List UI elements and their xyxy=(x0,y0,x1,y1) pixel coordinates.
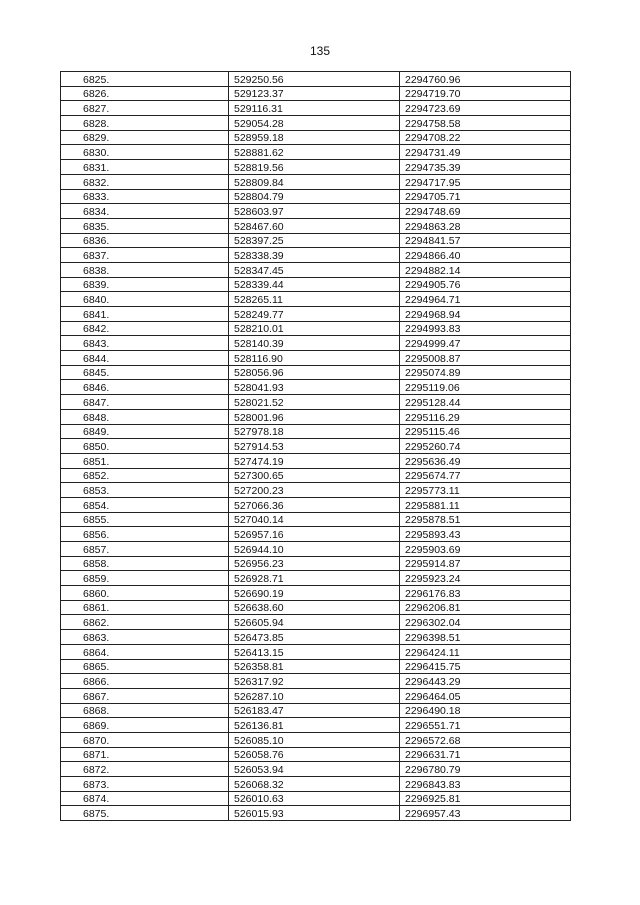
y-coordinate-cell: 2294705.71 xyxy=(400,189,571,204)
table-row xyxy=(61,718,571,733)
point-number-cell: 6839. xyxy=(61,277,229,292)
point-number-cell: 6853. xyxy=(61,483,229,498)
y-coordinate-cell: 2294719.70 xyxy=(400,86,571,101)
x-coordinate-cell: 526015.93 xyxy=(229,806,400,821)
x-coordinate-cell: 527300.65 xyxy=(229,468,400,483)
point-number-cell: 6827. xyxy=(61,101,229,116)
x-coordinate-cell: 528339.44 xyxy=(229,277,400,292)
table-row xyxy=(61,791,571,806)
point-number-cell: 6856. xyxy=(61,527,229,542)
y-coordinate-cell: 2296443.29 xyxy=(400,674,571,689)
point-number-cell: 6872. xyxy=(61,762,229,777)
y-coordinate-cell: 2296843.83 xyxy=(400,777,571,792)
y-coordinate-cell: 2295008.87 xyxy=(400,351,571,366)
x-coordinate-cell: 529116.31 xyxy=(229,101,400,116)
table-row xyxy=(61,160,571,175)
y-coordinate-cell: 2296415.75 xyxy=(400,659,571,674)
point-number-cell: 6825. xyxy=(61,72,229,87)
y-coordinate-cell: 2294905.76 xyxy=(400,277,571,292)
y-coordinate-cell: 2296464.05 xyxy=(400,688,571,703)
table-row xyxy=(61,424,571,439)
y-coordinate-cell: 2294968.94 xyxy=(400,307,571,322)
y-coordinate-cell: 2294735.39 xyxy=(400,160,571,175)
y-coordinate-cell: 2294866.40 xyxy=(400,248,571,263)
y-coordinate-cell: 2295128.44 xyxy=(400,395,571,410)
y-coordinate-cell: 2294999.47 xyxy=(400,336,571,351)
x-coordinate-cell: 526136.81 xyxy=(229,718,400,733)
y-coordinate-cell: 2294841.57 xyxy=(400,233,571,248)
x-coordinate-cell: 528959.18 xyxy=(229,130,400,145)
point-number-cell: 6874. xyxy=(61,791,229,806)
point-number-cell: 6830. xyxy=(61,145,229,160)
point-number-cell: 6846. xyxy=(61,380,229,395)
point-number-cell: 6861. xyxy=(61,600,229,615)
table-row xyxy=(61,688,571,703)
x-coordinate-cell: 528603.97 xyxy=(229,204,400,219)
table-row xyxy=(61,277,571,292)
x-coordinate-cell: 527200.23 xyxy=(229,483,400,498)
y-coordinate-cell: 2296176.83 xyxy=(400,586,571,601)
y-coordinate-cell: 2296780.79 xyxy=(400,762,571,777)
coordinates-table-body xyxy=(61,72,571,821)
table-row xyxy=(61,145,571,160)
point-number-cell: 6837. xyxy=(61,248,229,263)
y-coordinate-cell: 2294723.69 xyxy=(400,101,571,116)
point-number-cell: 6859. xyxy=(61,571,229,586)
x-coordinate-cell: 529054.28 xyxy=(229,116,400,131)
y-coordinate-cell: 2295914.87 xyxy=(400,556,571,571)
x-coordinate-cell: 526473.85 xyxy=(229,630,400,645)
point-number-cell: 6849. xyxy=(61,424,229,439)
table-row xyxy=(61,439,571,454)
table-row xyxy=(61,644,571,659)
point-number-cell: 6842. xyxy=(61,321,229,336)
x-coordinate-cell: 526957.16 xyxy=(229,527,400,542)
table-row xyxy=(61,556,571,571)
y-coordinate-cell: 2294964.71 xyxy=(400,292,571,307)
table-row xyxy=(61,542,571,557)
x-coordinate-cell: 528210.01 xyxy=(229,321,400,336)
point-number-cell: 6832. xyxy=(61,174,229,189)
y-coordinate-cell: 2294717.95 xyxy=(400,174,571,189)
x-coordinate-cell: 527914.53 xyxy=(229,439,400,454)
point-number-cell: 6858. xyxy=(61,556,229,571)
point-number-cell: 6850. xyxy=(61,439,229,454)
x-coordinate-cell: 526287.10 xyxy=(229,688,400,703)
table-row xyxy=(61,307,571,322)
point-number-cell: 6854. xyxy=(61,497,229,512)
y-coordinate-cell: 2296490.18 xyxy=(400,703,571,718)
point-number-cell: 6841. xyxy=(61,307,229,322)
y-coordinate-cell: 2294760.96 xyxy=(400,72,571,87)
point-number-cell: 6848. xyxy=(61,409,229,424)
y-coordinate-cell: 2296572.68 xyxy=(400,732,571,747)
table-row xyxy=(61,218,571,233)
point-number-cell: 6843. xyxy=(61,336,229,351)
table-row xyxy=(61,806,571,821)
x-coordinate-cell: 528338.39 xyxy=(229,248,400,263)
point-number-cell: 6833. xyxy=(61,189,229,204)
x-coordinate-cell: 526956.23 xyxy=(229,556,400,571)
point-number-cell: 6845. xyxy=(61,365,229,380)
table-row xyxy=(61,72,571,87)
y-coordinate-cell: 2294863.28 xyxy=(400,218,571,233)
y-coordinate-cell: 2295881.11 xyxy=(400,497,571,512)
x-coordinate-cell: 527040.14 xyxy=(229,512,400,527)
table-row xyxy=(61,468,571,483)
x-coordinate-cell: 526053.94 xyxy=(229,762,400,777)
x-coordinate-cell: 528140.39 xyxy=(229,336,400,351)
point-number-cell: 6860. xyxy=(61,586,229,601)
x-coordinate-cell: 529123.37 xyxy=(229,86,400,101)
y-coordinate-cell: 2295074.89 xyxy=(400,365,571,380)
y-coordinate-cell: 2295674.77 xyxy=(400,468,571,483)
y-coordinate-cell: 2295260.74 xyxy=(400,439,571,454)
table-row xyxy=(61,101,571,116)
x-coordinate-cell: 526183.47 xyxy=(229,703,400,718)
point-number-cell: 6864. xyxy=(61,644,229,659)
x-coordinate-cell: 528467.60 xyxy=(229,218,400,233)
point-number-cell: 6851. xyxy=(61,453,229,468)
x-coordinate-cell: 528265.11 xyxy=(229,292,400,307)
x-coordinate-cell: 526944.10 xyxy=(229,542,400,557)
table-row xyxy=(61,380,571,395)
point-number-cell: 6873. xyxy=(61,777,229,792)
table-row xyxy=(61,292,571,307)
table-row xyxy=(61,130,571,145)
point-number-cell: 6834. xyxy=(61,204,229,219)
x-coordinate-cell: 528819.56 xyxy=(229,160,400,175)
page-number: 135 xyxy=(309,44,331,58)
y-coordinate-cell: 2294758.58 xyxy=(400,116,571,131)
point-number-cell: 6868. xyxy=(61,703,229,718)
y-coordinate-cell: 2295878.51 xyxy=(400,512,571,527)
point-number-cell: 6836. xyxy=(61,233,229,248)
table-row xyxy=(61,189,571,204)
x-coordinate-cell: 526010.63 xyxy=(229,791,400,806)
table-row xyxy=(61,321,571,336)
point-number-cell: 6865. xyxy=(61,659,229,674)
point-number-cell: 6844. xyxy=(61,351,229,366)
y-coordinate-cell: 2295636.49 xyxy=(400,453,571,468)
table-row xyxy=(61,483,571,498)
y-coordinate-cell: 2296206.81 xyxy=(400,600,571,615)
table-row xyxy=(61,747,571,762)
point-number-cell: 6869. xyxy=(61,718,229,733)
table-row xyxy=(61,174,571,189)
y-coordinate-cell: 2296398.51 xyxy=(400,630,571,645)
x-coordinate-cell: 526638.60 xyxy=(229,600,400,615)
table-row xyxy=(61,116,571,131)
x-coordinate-cell: 527474.19 xyxy=(229,453,400,468)
point-number-cell: 6835. xyxy=(61,218,229,233)
table-row xyxy=(61,497,571,512)
y-coordinate-cell: 2295115.46 xyxy=(400,424,571,439)
point-number-cell: 6831. xyxy=(61,160,229,175)
x-coordinate-cell: 529250.56 xyxy=(229,72,400,87)
point-number-cell: 6852. xyxy=(61,468,229,483)
x-coordinate-cell: 528056.96 xyxy=(229,365,400,380)
table-row xyxy=(61,674,571,689)
x-coordinate-cell: 526605.94 xyxy=(229,615,400,630)
point-number-cell: 6840. xyxy=(61,292,229,307)
y-coordinate-cell: 2294748.69 xyxy=(400,204,571,219)
table-row xyxy=(61,630,571,645)
x-coordinate-cell: 528021.52 xyxy=(229,395,400,410)
x-coordinate-cell: 526928.71 xyxy=(229,571,400,586)
y-coordinate-cell: 2296302.04 xyxy=(400,615,571,630)
y-coordinate-cell: 2296925.81 xyxy=(400,791,571,806)
x-coordinate-cell: 528804.79 xyxy=(229,189,400,204)
y-coordinate-cell: 2296551.71 xyxy=(400,718,571,733)
table-row xyxy=(61,703,571,718)
x-coordinate-cell: 528001.96 xyxy=(229,409,400,424)
x-coordinate-cell: 528041.93 xyxy=(229,380,400,395)
point-number-cell: 6863. xyxy=(61,630,229,645)
table-row xyxy=(61,395,571,410)
table-row xyxy=(61,512,571,527)
x-coordinate-cell: 526317.92 xyxy=(229,674,400,689)
y-coordinate-cell: 2295119.06 xyxy=(400,380,571,395)
point-number-cell: 6828. xyxy=(61,116,229,131)
point-number-cell: 6826. xyxy=(61,86,229,101)
point-number-cell: 6847. xyxy=(61,395,229,410)
y-coordinate-cell: 2294708.22 xyxy=(400,130,571,145)
point-number-cell: 6855. xyxy=(61,512,229,527)
point-number-cell: 6829. xyxy=(61,130,229,145)
table-row xyxy=(61,409,571,424)
table-row xyxy=(61,762,571,777)
point-number-cell: 6838. xyxy=(61,262,229,277)
table-row xyxy=(61,248,571,263)
y-coordinate-cell: 2294731.49 xyxy=(400,145,571,160)
point-number-cell: 6866. xyxy=(61,674,229,689)
table-row xyxy=(61,233,571,248)
table-row xyxy=(61,453,571,468)
table-row xyxy=(61,615,571,630)
x-coordinate-cell: 526690.19 xyxy=(229,586,400,601)
table-row xyxy=(61,262,571,277)
point-number-cell: 6867. xyxy=(61,688,229,703)
y-coordinate-cell: 2295893.43 xyxy=(400,527,571,542)
x-coordinate-cell: 527978.18 xyxy=(229,424,400,439)
point-number-cell: 6875. xyxy=(61,806,229,821)
x-coordinate-cell: 528809.84 xyxy=(229,174,400,189)
point-number-cell: 6862. xyxy=(61,615,229,630)
x-coordinate-cell: 528249.77 xyxy=(229,307,400,322)
point-number-cell: 6870. xyxy=(61,732,229,747)
coordinates-table xyxy=(60,71,571,821)
x-coordinate-cell: 528347.45 xyxy=(229,262,400,277)
y-coordinate-cell: 2296631.71 xyxy=(400,747,571,762)
table-row xyxy=(61,777,571,792)
table-row xyxy=(61,365,571,380)
y-coordinate-cell: 2296957.43 xyxy=(400,806,571,821)
y-coordinate-cell: 2295903.69 xyxy=(400,542,571,557)
y-coordinate-cell: 2294882.14 xyxy=(400,262,571,277)
table-row xyxy=(61,204,571,219)
x-coordinate-cell: 528116.90 xyxy=(229,351,400,366)
y-coordinate-cell: 2295773.11 xyxy=(400,483,571,498)
x-coordinate-cell: 526358.81 xyxy=(229,659,400,674)
point-number-cell: 6857. xyxy=(61,542,229,557)
x-coordinate-cell: 528397.25 xyxy=(229,233,400,248)
x-coordinate-cell: 526413.15 xyxy=(229,644,400,659)
x-coordinate-cell: 526068.32 xyxy=(229,777,400,792)
table-row xyxy=(61,732,571,747)
x-coordinate-cell: 526058.76 xyxy=(229,747,400,762)
table-row xyxy=(61,571,571,586)
table-row xyxy=(61,86,571,101)
x-coordinate-cell: 526085.10 xyxy=(229,732,400,747)
table-row xyxy=(61,586,571,601)
y-coordinate-cell: 2294993.83 xyxy=(400,321,571,336)
table-row xyxy=(61,336,571,351)
table-row xyxy=(61,600,571,615)
y-coordinate-cell: 2295923.24 xyxy=(400,571,571,586)
table-row xyxy=(61,659,571,674)
table-row xyxy=(61,527,571,542)
y-coordinate-cell: 2296424.11 xyxy=(400,644,571,659)
table-row xyxy=(61,351,571,366)
x-coordinate-cell: 528881.62 xyxy=(229,145,400,160)
y-coordinate-cell: 2295116.29 xyxy=(400,409,571,424)
point-number-cell: 6871. xyxy=(61,747,229,762)
x-coordinate-cell: 527066.36 xyxy=(229,497,400,512)
